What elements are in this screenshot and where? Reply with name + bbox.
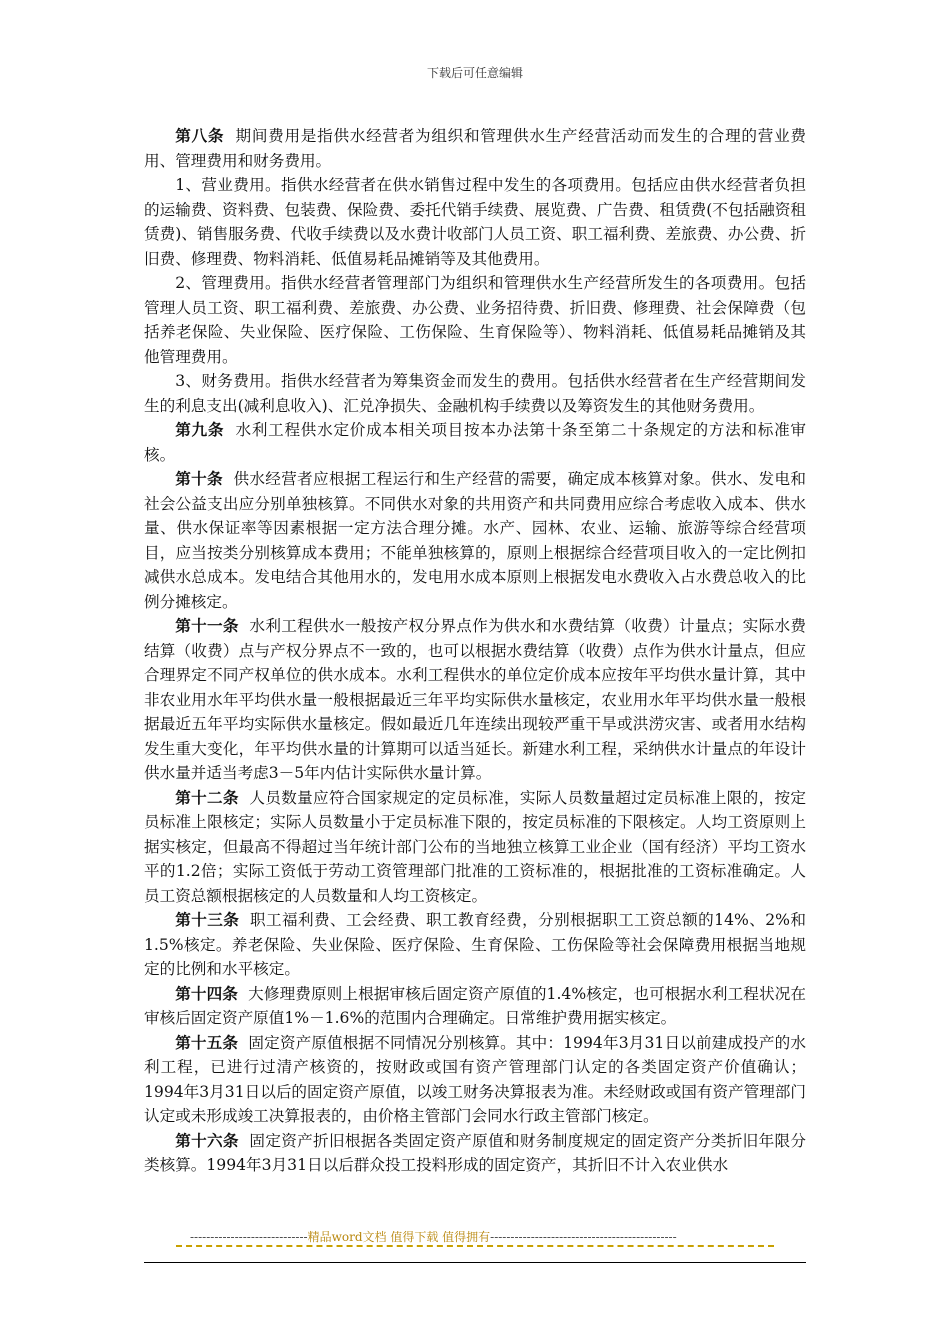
footer-banner-text: 精品word文档 值得下载 值得拥有 xyxy=(307,1230,491,1244)
article-label: 第十三条 xyxy=(175,910,240,929)
paragraph-article-13 xyxy=(144,908,806,982)
paragraph-article-15 xyxy=(144,1031,806,1129)
paragraph-text: 2、管理费用。指供水经营者管理部门为组织和管理供水生产经营所发生的各项费用。包括管理人员工资、职工福利费、差旅费、办公费、业务招待费、折旧费、修理费、社会保障费（包括养老保险、失业保险、医疗保险、工伤保险、生育保险等）、物料消耗、低值易耗品摊销及其他管理费用。 xyxy=(144,274,806,366)
article-label: 第十一条 xyxy=(175,616,239,635)
paragraph-article-8 xyxy=(144,124,806,173)
paragraph-text: 固定资产折旧根据各类固定资产原值和财务制度规定的固定资产分类折旧年限分类核算。1994年3月31日以后群众投工投料形成的固定资产，其折旧不计入农业供水 xyxy=(144,1131,806,1174)
article-label: 第十条 xyxy=(175,469,223,488)
paragraph-text: 供水经营者应根据工程运行和生产经营的需要，确定成本核算对象。供水、发电和社会公益支出应分别单独核算。不同供水对象的共用资产和共同费用应综合考虑收入成本、供水量、供水保证率等因素根据一定方法合理分摊。水产、园林、农业、运输、旅游等综合经营项目，应当按类分别核算成本费用；不能单独核算的，原则上根据综合经营项目收入的一定比例扣减供水总成本。发电结合其他用水的，发电用水成本原则上根据发电水费收入占水费总收入的比例分摊核定。 xyxy=(144,470,806,611)
footer-banner xyxy=(190,1228,770,1245)
paragraph-text: 水利工程供水定价成本相关项目按本办法第十条至第二十条规定的方法和标准审核。 xyxy=(144,421,806,464)
paragraph-text: 人员数量应符合国家规定的定员标准，实际人员数量超过定员标准上限的，按定员标准上限核定；实际人员数量小于定员标准下限的，按定员标准的下限核定。人均工资原则上据实核定，但最高不得超过当年统计部门公布的当地独立核算工业企业（国有经济）平均工资水平的1.2倍；实际工资低于劳动工资管理部门批准的工资标准的，根据批准的工资标准确定。人员工资总额根据核定的人员数量和人均工资核定。 xyxy=(144,788,806,905)
paragraph-text: 期间费用是指供水经营者为组织和管理供水生产经营活动而发生的合理的营业费用、管理费用和财务费用。 xyxy=(144,127,806,170)
paragraph-article-11 xyxy=(144,614,806,786)
paragraph-article-12 xyxy=(144,786,806,909)
paragraph-text: 固定资产原值根据不同情况分别核算。其中：1994年3月31日以前建成投产的水利工程，已进行过清产核资的，按财政或国有资产管理部门认定的各类固定资产价值确认；1994年3月31日以后的固定资产原值，以竣工财务决算报表为准。未经财政或国有资产管理部门认定或未形成竣工决算报表的，由价格主管部门会同水行政主管部门核定。 xyxy=(144,1033,807,1125)
footer-rule xyxy=(144,1262,806,1263)
article-label: 第十六条 xyxy=(175,1130,239,1150)
article-label: 第十四条 xyxy=(175,983,239,1003)
paragraph-text: 水利工程供水一般按产权分界点作为供水和水费结算（收费）计量点；实际水费结算（收费）点与产权分界点不一致的，也可以根据水费结算（收费）点作为供水计量点，但应合理界定不同产权单位的供水成本。水利工程供水的单位定价成本应按年平均供水量计算，其中非农业用水年平均供水量一般根据最近三年平均实际供水量核定，农业用水年平均供水量一般根据最近五年平均实际供水量核定。假如最近几年连续出现较严重干旱或洪涝灾害、或者用水结构发生重大变化，年平均供水量的计算期可以适当延长。新建水利工程，采纳供水计量点的年设计供水量并适当考虑3－5年内估计实际供水量计算。 xyxy=(144,617,806,782)
article-label: 第八条 xyxy=(175,126,225,145)
footer-dashed-line xyxy=(176,1245,774,1257)
paragraph-text: 职工福利费、工会经费、职工教育经费，分别根据职工工资总额的14%、2%和1.5%核定。养老保险、失业保险、医疗保险、生育保险、工伤保险等社会保障费用根据当地规定的比例和水平核定。 xyxy=(144,911,806,978)
paragraph-article-9 xyxy=(144,418,806,467)
page-header: 下载后可任意编辑 xyxy=(426,66,523,80)
paragraph-item-3 xyxy=(144,369,806,418)
paragraph-article-10 xyxy=(144,467,806,614)
footer-dashes-left: ----------------------------- xyxy=(190,1230,308,1244)
paragraph-article-14 xyxy=(144,982,806,1031)
paragraph-text: 1、营业费用。指供水经营者在供水销售过程中发生的各项费用。包括应由供水经营者负担的运输费、资料费、包装费、保险费、委托代销手续费、展览费、广告费、租赁费(不包括融资租赁费)、销售服务费、代收手续费以及水费计收部门人员工资、职工福利费、差旅费、办公费、折旧费、修理费、物料消耗、低值易耗品摊销等及其他费用。 xyxy=(144,176,806,268)
article-label: 第九条 xyxy=(175,420,225,439)
article-label: 第十五条 xyxy=(175,1032,239,1052)
article-label: 第十二条 xyxy=(175,787,239,807)
paragraph-item-1 xyxy=(144,173,806,271)
paragraph-item-2 xyxy=(144,271,806,369)
footer-dashes-right: ---------------------------------------------- xyxy=(490,1230,677,1244)
paragraph-text: 大修理费原则上根据审核后固定资产原值的1.4%核定，也可根据水利工程状况在审核后固定资产原值1%－1.6%的范围内合理确定。日常维护费用据实核定。 xyxy=(144,984,806,1027)
document-body xyxy=(144,124,806,1178)
paragraph-article-16 xyxy=(144,1129,806,1178)
paragraph-text: 3、财务费用。指供水经营者为筹集资金而发生的费用。包括供水经营者在生产经营期间发生的利息支出(减利息收入)、汇兑净损失、金融机构手续费以及筹资发生的其他财务费用。 xyxy=(144,372,806,415)
